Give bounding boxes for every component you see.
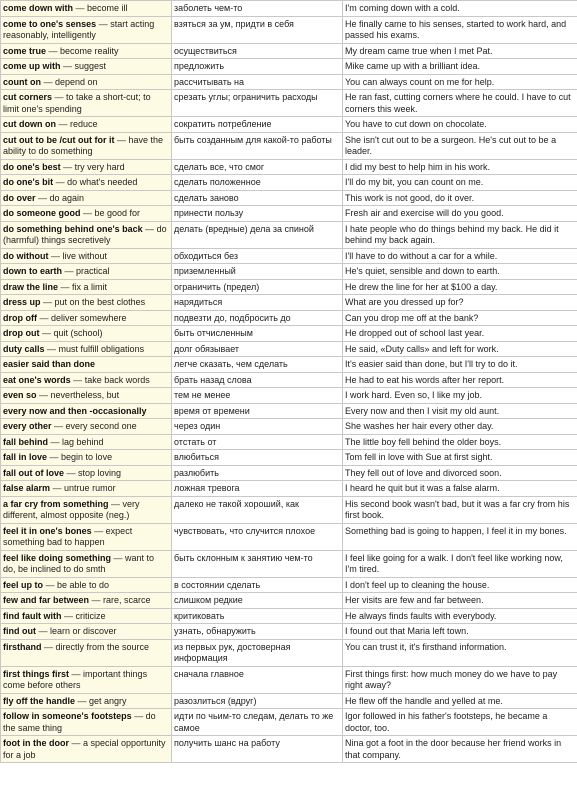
idiom-cell	[1, 450, 172, 466]
example-sentence-cell: I found out that Maria left town.	[343, 624, 577, 640]
idiom-cell	[1, 666, 172, 693]
example-sentence-cell: I heard he quit but it was a false alarm.	[343, 481, 577, 497]
idiom-cell	[1, 159, 172, 175]
example-sentence-cell: I don't feel up to cleaning the house.	[343, 577, 577, 593]
russian-translation-cell: влюбиться	[172, 450, 343, 466]
idiom-phrase: few and far between	[3, 595, 90, 605]
idiom-separator: —	[75, 695, 90, 706]
idiom-meaning: fix a limit	[72, 281, 108, 292]
table-row	[1, 1, 577, 17]
idiom-cell	[1, 117, 172, 133]
idiom-separator: —	[60, 161, 75, 172]
example-sentence-cell: Can you drop me off at the bank?	[343, 310, 577, 326]
idiom-phrase: come up with	[3, 61, 61, 71]
idiom-meaning: do what's needed	[67, 177, 138, 187]
idiom-cell	[1, 279, 172, 295]
idiom-meaning: untrue rumor	[64, 483, 116, 493]
russian-translation-cell: нарядиться	[172, 295, 343, 311]
idiom-separator: —	[70, 374, 85, 385]
idiom-phrase: dress up	[3, 297, 41, 307]
idiom-cell	[1, 16, 172, 43]
idiom-meaning: begin to love	[61, 452, 113, 462]
russian-translation-cell: ограничить (предел)	[172, 279, 343, 295]
idiom-separator: —	[58, 281, 73, 292]
example-sentence-cell: Mike came up with a brilliant idea.	[343, 59, 577, 75]
idiom-separator: —	[46, 45, 61, 56]
idiom-separator: —	[68, 738, 83, 748]
idiom-phrase: cut down on	[3, 119, 56, 129]
idiom-meaning: criticize	[75, 610, 106, 621]
idiom-phrase: do without	[3, 250, 49, 261]
idiom-phrase: every now and then -occasionally	[3, 405, 147, 416]
example-sentence-cell: This work is not good, do it over.	[343, 190, 577, 206]
idiom-cell	[1, 248, 172, 264]
russian-translation-cell: узнать, обнаружить	[172, 624, 343, 640]
russian-translation-cell: через один	[172, 419, 343, 435]
example-sentence-cell: He finally came to his senses, started to work hard, and passed his exams.	[343, 16, 577, 43]
table-row	[1, 279, 577, 295]
idiom-phrase: drop out	[3, 328, 40, 338]
idiom-separator: —	[43, 579, 58, 590]
idiom-cell	[1, 341, 172, 357]
table-row	[1, 295, 577, 311]
example-sentence-cell: Nina got a foot in the door because her friend works in that company.	[343, 736, 577, 763]
table-row	[1, 481, 577, 497]
idiom-cell	[1, 639, 172, 666]
idiom-phrase: first things first	[3, 668, 70, 679]
idiom-phrase: fall in love	[3, 452, 48, 462]
idiom-meaning: put on the best clothes	[54, 297, 146, 307]
table-row	[1, 550, 577, 577]
table-row	[1, 372, 577, 388]
example-sentence-cell: She isn't cut out to be a surgeon. He's cut out to be a leader.	[343, 132, 577, 159]
idiom-cell	[1, 465, 172, 481]
idiom-cell	[1, 577, 172, 593]
table-row	[1, 159, 577, 175]
idiom-phrase: do someone good	[3, 208, 81, 218]
idiom-meaning: quit (school)	[53, 328, 103, 338]
idiom-phrase: eat one's words	[3, 374, 71, 385]
russian-translation-cell: долг обязывает	[172, 341, 343, 357]
idiom-cell	[1, 372, 172, 388]
idiom-meaning: directly from the source	[55, 641, 150, 652]
russian-translation-cell: в состоянии сделать	[172, 577, 343, 593]
russian-translation-cell: взяться за ум, придти в себя	[172, 16, 343, 43]
example-sentence-cell: He said, «Duty calls» and left for work.	[343, 341, 577, 357]
russian-translation-cell: сделать положенное	[172, 175, 343, 191]
table-row	[1, 419, 577, 435]
idiom-meaning: practical	[76, 266, 110, 276]
table-row	[1, 709, 577, 736]
russian-translation-cell: разозлиться (вдруг)	[172, 693, 343, 709]
table-row	[1, 16, 577, 43]
example-sentence-cell: Her visits are few and far between.	[343, 593, 577, 609]
idiom-cell	[1, 608, 172, 624]
idiom-cell	[1, 221, 172, 248]
idiom-cell	[1, 1, 172, 17]
russian-translation-cell: тем не менее	[172, 388, 343, 404]
russian-translation-cell: разлюбить	[172, 465, 343, 481]
idiom-phrase: cut corners	[3, 92, 53, 102]
russian-translation-cell: критиковать	[172, 608, 343, 624]
example-sentence-cell: You have to cut down on chocolate.	[343, 117, 577, 133]
idiom-separator: —	[89, 595, 104, 605]
idiom-separator: —	[69, 668, 84, 679]
idiom-meaning: reduce	[70, 119, 98, 129]
idiom-phrase: feel it in one's bones	[3, 525, 92, 536]
example-sentence-cell: What are you dressed up for?	[343, 295, 577, 311]
russian-translation-cell: чувствовать, что случится плохое	[172, 523, 343, 550]
russian-translation-cell: обходиться без	[172, 248, 343, 264]
example-sentence-cell: I feel like going for a walk. I don't feel like working now, I'm tired.	[343, 550, 577, 577]
idiom-meaning: do again	[49, 192, 85, 203]
idiom-phrase: drop off	[3, 312, 37, 323]
example-sentence-cell: He's quiet, sensible and down to earth.	[343, 264, 577, 280]
idiom-separator: —	[41, 76, 56, 87]
idiom-phrase: a far cry from something	[3, 498, 109, 509]
idiom-separator: —	[73, 3, 88, 13]
idiom-phrase: do one's best	[3, 161, 61, 172]
table-row	[1, 326, 577, 342]
idiom-phrase: come down with	[3, 3, 74, 13]
idiom-phrase: every other	[3, 421, 52, 431]
idiom-meaning: rare, scarce	[103, 595, 151, 605]
example-sentence-cell: Every now and then I visit my old aunt.	[343, 403, 577, 419]
table-row	[1, 403, 577, 419]
example-sentence-cell: I hate people who do things behind my back. He did it behind my back again.	[343, 221, 577, 248]
idiom-meaning: nevertheless, but	[50, 390, 120, 400]
idiom-meaning: take back words	[84, 374, 150, 385]
idiom-cell	[1, 403, 172, 419]
idiom-meaning: every second one	[65, 421, 137, 431]
table-row	[1, 132, 577, 159]
russian-translation-cell: далеко не такой хороший, как	[172, 496, 343, 523]
idiom-meaning: very different, almost opposite (neg.)	[3, 498, 140, 520]
russian-translation-cell: из первых рук, достоверная информация	[172, 639, 343, 666]
idiom-phrase: foot in the door	[3, 738, 69, 748]
table-row	[1, 450, 577, 466]
idiom-meaning: be able to do	[57, 579, 110, 590]
idiom-phrase: count on	[3, 76, 41, 87]
idiom-cell	[1, 132, 172, 159]
idiom-phrase: fall behind	[3, 436, 48, 447]
idiom-separator: —	[96, 18, 111, 29]
russian-translation-cell: сделать все, что смог	[172, 159, 343, 175]
example-sentence-cell: It's easier said than done, but I'll try to do it.	[343, 357, 577, 373]
idiom-meaning: learn or discover	[50, 626, 117, 636]
idiom-separator: —	[50, 483, 65, 493]
example-sentence-cell: She washes her hair every other day.	[343, 419, 577, 435]
russian-translation-cell: принести пользу	[172, 206, 343, 222]
idiom-meaning: get angry	[89, 695, 127, 706]
idiom-cell	[1, 481, 172, 497]
idiom-cell	[1, 709, 172, 736]
example-sentence-cell: His second book wasn't bad, but it was a far cry from his first book.	[343, 496, 577, 523]
idiom-meaning: live without	[62, 250, 108, 261]
table-row	[1, 608, 577, 624]
example-sentence-cell: He drew the line for her at $100 a day.	[343, 279, 577, 295]
russian-translation-cell: предложить	[172, 59, 343, 75]
idiom-phrase: fall out of love	[3, 467, 65, 478]
idiom-separator: —	[142, 223, 157, 234]
russian-translation-cell: заболеть чем-то	[172, 1, 343, 17]
idiom-phrase: down to earth	[3, 266, 62, 276]
idiom-separator: —	[56, 119, 71, 129]
example-sentence-cell: They fell out of love and divorced soon.	[343, 465, 577, 481]
idiom-separator: —	[52, 92, 67, 102]
table-row	[1, 59, 577, 75]
example-sentence-cell: I did my best to help him in his work.	[343, 159, 577, 175]
table-row	[1, 577, 577, 593]
idiom-separator: —	[64, 467, 79, 478]
russian-translation-cell: легче сказать, чем сделать	[172, 357, 343, 373]
example-sentence-cell: He ran fast, cutting corners where he could. I have to cut corners this week.	[343, 90, 577, 117]
idiom-phrase: even so	[3, 390, 37, 400]
idiom-cell	[1, 624, 172, 640]
idiom-cell	[1, 90, 172, 117]
russian-translation-cell: делать (вредные) дела за спиной	[172, 221, 343, 248]
idiom-cell	[1, 357, 172, 373]
idiom-meaning: must fulfill obligations	[58, 343, 145, 354]
russian-translation-cell: слишком редкие	[172, 593, 343, 609]
idiom-meaning: a special opportunity for a job	[3, 738, 166, 760]
idiom-meaning: important things come before others	[3, 668, 148, 690]
example-sentence-cell: I'm coming down with a cold.	[343, 1, 577, 17]
idiom-separator: —	[48, 436, 63, 447]
idiom-phrase: do one's bit	[3, 177, 54, 187]
idiom-phrase: feel like doing something	[3, 552, 112, 563]
idiom-separator: —	[47, 452, 62, 462]
idiom-cell	[1, 693, 172, 709]
russian-translation-cell: сократить потребление	[172, 117, 343, 133]
idiom-meaning: do (harmful) things secretively	[3, 223, 167, 245]
idiom-meaning: stop loving	[78, 467, 122, 478]
russian-translation-cell: сначала главное	[172, 666, 343, 693]
idiom-cell	[1, 310, 172, 326]
russian-translation-cell: рассчитывать на	[172, 74, 343, 90]
idiom-separator: —	[44, 343, 59, 354]
idiom-separator: —	[108, 498, 123, 509]
idiom-separator: —	[39, 328, 54, 338]
table-row	[1, 190, 577, 206]
example-sentence-cell: He had to eat his words after her report.	[343, 372, 577, 388]
idiom-cell	[1, 496, 172, 523]
table-row	[1, 310, 577, 326]
example-sentence-cell: You can always count on me for help.	[343, 74, 577, 90]
example-sentence-cell: My dream came true when I met Pat.	[343, 43, 577, 59]
idiom-cell	[1, 74, 172, 90]
idiom-separator: —	[62, 266, 77, 276]
table-row	[1, 264, 577, 280]
idiom-meaning: be good for	[94, 208, 141, 218]
idiom-meaning: lag behind	[62, 436, 104, 447]
example-sentence-cell: You can trust it, it's firsthand information.	[343, 639, 577, 666]
idiom-cell	[1, 550, 172, 577]
table-row	[1, 74, 577, 90]
example-sentence-cell: I'll have to do without a car for a while.	[343, 248, 577, 264]
idiom-phrase: feel up to	[3, 579, 43, 590]
idiom-meaning: start acting reasonably, intelligently	[3, 18, 155, 40]
table-row	[1, 736, 577, 763]
table-row	[1, 175, 577, 191]
idiom-cell	[1, 264, 172, 280]
table-row	[1, 523, 577, 550]
idiom-cell	[1, 434, 172, 450]
idiom-phrase: duty calls	[3, 343, 45, 354]
table-row	[1, 341, 577, 357]
russian-translation-cell: срезать углы; ограничить расходы	[172, 90, 343, 117]
table-row	[1, 248, 577, 264]
table-row	[1, 434, 577, 450]
idiom-cell	[1, 419, 172, 435]
russian-translation-cell: отстать от	[172, 434, 343, 450]
russian-translation-cell: быть склонным к занятию чем-то	[172, 550, 343, 577]
idiom-cell	[1, 190, 172, 206]
example-sentence-cell: Igor followed in his father's footsteps, he became a doctor, too.	[343, 709, 577, 736]
example-sentence-cell: He flew off the handle and yelled at me.	[343, 693, 577, 709]
table-row	[1, 624, 577, 640]
table-row	[1, 465, 577, 481]
russian-translation-cell: время от времени	[172, 403, 343, 419]
example-sentence-cell: First things first: how much money do we have to pay right away?	[343, 666, 577, 693]
idiom-phrase: follow in someone's footsteps	[3, 711, 132, 721]
idiom-meaning: want to do, be inclined to do smth	[3, 552, 155, 574]
table-row	[1, 693, 577, 709]
idiom-meaning: become ill	[87, 3, 128, 13]
idiom-phrase: find out	[3, 626, 36, 636]
idioms-table-body	[1, 1, 577, 763]
idiom-separator: —	[40, 297, 55, 307]
idiom-cell	[1, 388, 172, 404]
example-sentence-cell: He always finds faults with everybody.	[343, 608, 577, 624]
idiom-separator: —	[80, 208, 95, 218]
table-row	[1, 206, 577, 222]
idiom-meaning: expect something bad to happen	[3, 525, 133, 547]
table-row	[1, 90, 577, 117]
idiom-phrase: firsthand	[3, 641, 42, 652]
idiom-meaning: deliver somewhere	[51, 312, 127, 323]
idiom-separator: —	[36, 390, 51, 400]
russian-translation-cell: ложная тревога	[172, 481, 343, 497]
table-row	[1, 496, 577, 523]
russian-translation-cell: идти по чьим-то следам, делать то же самое	[172, 709, 343, 736]
idiom-meaning: to take a short-cut; to limit one's spending	[3, 92, 151, 114]
idiom-separator: —	[36, 626, 51, 636]
russian-translation-cell: брать назад слова	[172, 372, 343, 388]
russian-translation-cell: подвезти до, подбросить до	[172, 310, 343, 326]
idiom-cell	[1, 59, 172, 75]
idiom-meaning: do the same thing	[3, 711, 156, 733]
idiom-phrase: come to one's senses	[3, 18, 97, 29]
idiom-separator: —	[48, 250, 63, 261]
example-sentence-cell: He dropped out of school last year.	[343, 326, 577, 342]
idiom-phrase: fly off the handle	[3, 695, 75, 706]
example-sentence-cell: Fresh air and exercise will do you good.	[343, 206, 577, 222]
russian-translation-cell: быть отчисленным	[172, 326, 343, 342]
idiom-cell	[1, 326, 172, 342]
idiom-cell	[1, 175, 172, 191]
table-row	[1, 593, 577, 609]
idiom-phrase: cut out to be /cut out for it	[3, 134, 115, 145]
idiom-separator: —	[111, 552, 126, 563]
russian-translation-cell: сделать заново	[172, 190, 343, 206]
idiom-phrase: do something behind one's back	[3, 223, 143, 234]
idiom-cell	[1, 206, 172, 222]
idiom-phrase: find fault with	[3, 610, 62, 621]
idiom-separator: —	[114, 134, 129, 145]
example-sentence-cell: I work hard. Even so, I like my job.	[343, 388, 577, 404]
idiom-separator: —	[35, 192, 50, 203]
example-sentence-cell: I'll do my bit, you can count on me.	[343, 175, 577, 191]
idiom-meaning: suggest	[74, 61, 107, 71]
idiom-separator: —	[131, 711, 146, 721]
example-sentence-cell: The little boy fell behind the older boys.	[343, 434, 577, 450]
russian-translation-cell: осуществиться	[172, 43, 343, 59]
table-row	[1, 388, 577, 404]
idiom-separator: —	[53, 177, 68, 187]
idiom-separator: —	[91, 525, 106, 536]
table-row	[1, 666, 577, 693]
idiom-cell	[1, 43, 172, 59]
table-row	[1, 221, 577, 248]
idiom-phrase: come true	[3, 45, 47, 56]
example-sentence-cell: Tom fell in love with Sue at first sight.	[343, 450, 577, 466]
russian-translation-cell: приземленный	[172, 264, 343, 280]
idiom-meaning: depend on	[55, 76, 98, 87]
table-row	[1, 639, 577, 666]
russian-translation-cell: быть созданным для какой-то работы	[172, 132, 343, 159]
idiom-meaning: become reality	[60, 45, 119, 56]
idiom-cell	[1, 523, 172, 550]
russian-translation-cell: получить шанс на работу	[172, 736, 343, 763]
table-row	[1, 43, 577, 59]
idiom-phrase: easier said than done	[3, 359, 96, 369]
idiom-phrase: do over	[3, 192, 36, 203]
idiom-cell	[1, 593, 172, 609]
idiom-separator: —	[61, 610, 76, 621]
idiom-phrase: draw the line	[3, 281, 59, 292]
example-sentence-cell: Something bad is going to happen, I feel it in my bones.	[343, 523, 577, 550]
idiom-separator: —	[37, 312, 52, 323]
idiom-separator: —	[51, 421, 66, 431]
idiom-cell	[1, 295, 172, 311]
idiom-cell	[1, 736, 172, 763]
table-row	[1, 357, 577, 373]
idiom-meaning: have the ability to do something	[3, 134, 164, 156]
table-row	[1, 117, 577, 133]
idiom-separator: —	[41, 641, 56, 652]
idiom-separator: —	[60, 61, 75, 71]
idiom-phrase: false alarm	[3, 483, 51, 493]
idiom-meaning: try very hard	[74, 161, 125, 172]
